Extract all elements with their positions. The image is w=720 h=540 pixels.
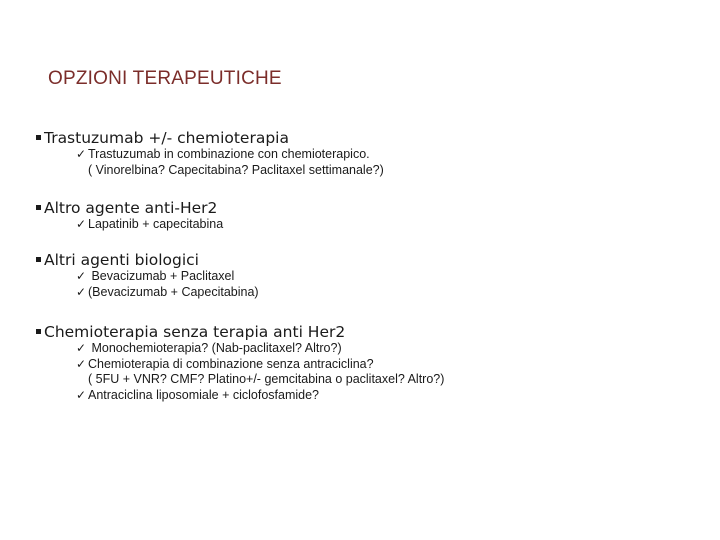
list-item: ✓ Trastuzumab in combinazione con chemioterapico.: [76, 147, 370, 161]
checkmark-icon: ✓: [76, 284, 87, 299]
list-item: ✓ Lapatinib + capecitabina: [76, 217, 224, 231]
checkmark-icon: ✓: [76, 341, 87, 355]
list-item: ✓ Antraciclina liposomiale + ciclofosfamide?: [76, 387, 320, 402]
list-item-continuation: ( 5FU + VNR? CMF? Platino+/- gemcitabina o paclitaxel? Altro?): [88, 372, 445, 386]
section-chemioterapia: [36, 323, 444, 403]
list-item-continuation: ( Vinorelbina? Capecitabina? Paclitaxel settimanale?): [88, 162, 384, 177]
checkmark-icon: ✓: [76, 387, 87, 402]
checkmark-icon: ✓: [76, 217, 87, 231]
checkmark-icon: ✓: [76, 356, 87, 371]
list-item: ✓ Chemioterapia di combinazione senza antraciclina?: [76, 356, 374, 371]
list-item: ✓ Monochemioterapia? (Nab-paclitaxel? Altro?): [76, 341, 342, 355]
section-heading: Altro agente anti-Her2: [36, 199, 223, 217]
slide-title: OPZIONI TERAPEUTICHE: [48, 68, 282, 89]
checkmark-icon: ✓: [76, 269, 87, 283]
list-item: ✓ Bevacizumab + Paclitaxel: [76, 269, 235, 283]
section-heading: Chemioterapia senza terapia anti Her2: [36, 323, 444, 341]
section-anti-her2: [36, 199, 223, 233]
checkmark-icon: ✓: [76, 147, 87, 161]
section-heading: Altri agenti biologici: [36, 251, 259, 269]
square-bullet-icon: [36, 329, 41, 334]
section-trastuzumab: [36, 129, 384, 178]
square-bullet-icon: [36, 257, 41, 262]
list-item: ✓ (Bevacizumab + Capecitabina): [76, 284, 259, 299]
square-bullet-icon: [36, 205, 41, 210]
section-heading: Trastuzumab +/- chemioterapia: [36, 129, 384, 147]
square-bullet-icon: [36, 135, 41, 140]
section-agenti-biologici: [36, 251, 259, 300]
